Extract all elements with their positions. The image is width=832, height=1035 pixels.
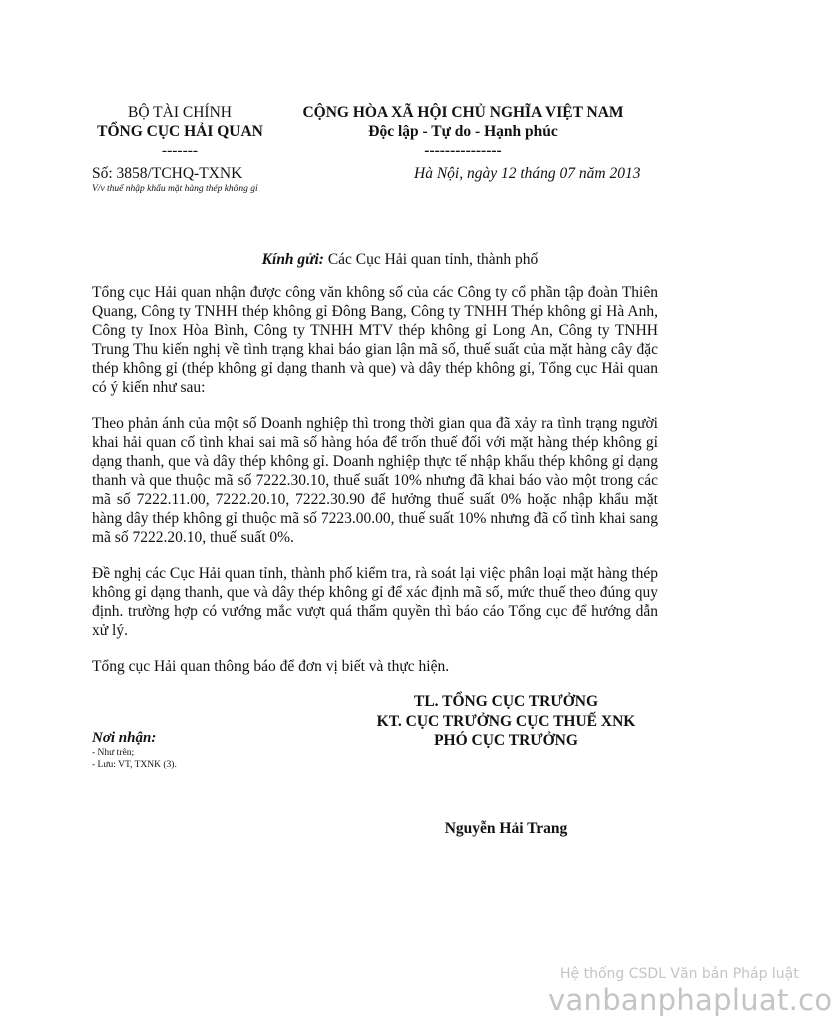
- recipient-text: Các Cục Hải quan tỉnh, thành phố: [323, 251, 539, 268]
- recipient-label: Kính gửi:: [261, 251, 324, 268]
- watermark-site: vanbanphapluat.co: [548, 983, 832, 1017]
- recipient-line: [0, 251, 800, 269]
- ministry-name: BỘ TÀI CHÍNH: [128, 104, 232, 121]
- national-title-block: [283, 103, 643, 160]
- signer-name: Nguyễn Hải Trang: [444, 820, 568, 837]
- document-number: Số: 3858/TCHQ-TXNK: [92, 165, 243, 182]
- body-paragraph: Đề nghị các Cục Hải quan tỉnh, thành phố kiểm tra, rà soát lại việc phân loại mặt hàng thép không gỉ dạng thanh, que và dây thép không gỉ để xác định mã số, mức thuế theo đúng quy định. trường hợp có vướng mắc vượt quá thẩm quyền thì báo cáo Tổng cục để hướng dẫn xử lý.: [92, 565, 659, 639]
- header-right-rule: ---------------: [424, 142, 502, 159]
- signature-title-3: PHÓ CỤC TRƯỞNG: [434, 732, 578, 749]
- signature-title-1: TL. TỔNG CỤC TRƯỞNG: [413, 693, 599, 710]
- document-subject: V/v thuế nhập khẩu mặt hàng thép không gỉ: [92, 184, 258, 194]
- header-left-rule: -------: [161, 142, 199, 159]
- national-motto: Độc lập - Tự do - Hạnh phúc: [368, 123, 558, 140]
- recipients-list: [92, 748, 177, 771]
- place-and-date: Hà Nội, ngày 12 tháng 07 năm 2013: [414, 165, 641, 182]
- watermark-subtitle: Hệ thống CSDL Văn bản Pháp luật: [560, 966, 799, 982]
- signature-block: [360, 692, 652, 751]
- issuing-agency-block: [80, 103, 280, 160]
- recipients-title: Nơi nhận:: [92, 730, 157, 746]
- nation-name: CỘNG HÒA XÃ HỘI CHỦ NGHĨA VIỆT NAM: [302, 104, 624, 121]
- recipients-item: - Lưu: VT, TXNK (3).: [92, 759, 177, 770]
- body-paragraph: Tổng cục Hải quan thông báo để đơn vị biết và thực hiện.: [92, 658, 450, 675]
- body-paragraph: Theo phản ánh của một số Doanh nghiệp thì trong thời gian qua đã xảy ra tình trạng người khai hải quan cố tình khai sai mã số hàng hóa để trốn thuế đối với mặt hàng thép không gỉ dạng thanh, que và dây thép không gỉ. Doanh nghiệp thực tế nhập khẩu thép không gỉ dạng thanh và que thuộc mã số 7222.30.10, thuế suất 10% nhưng đã khai báo vào một trong các mã số 7222.11.00, 7222.20.10, 7222.30.90 để hưởng thuế suất 0% hoặc nhập khẩu mặt hàng dây thép không gỉ thuộc mã số 7223.00.00, thuế suất 10% nhưng đã cố tình khai sang mã số 7222.20.10, thuế suất 0%.: [92, 415, 658, 546]
- recipients-item: - Như trên;: [92, 748, 135, 758]
- signature-title-2: KT. CỤC TRƯỞNG CỤC THUẾ XNK: [376, 712, 636, 730]
- document-body: [92, 283, 658, 693]
- body-paragraph: Tổng cục Hải quan nhận được công văn không số của các Công ty cổ phần tập đoàn Thiên Quang, Công ty TNHH thép không gỉ Đông Bang, Công ty TNHH Thép không gỉ Hà Anh, Công ty Inox Hòa Bình, Công ty TNHH MTV thép không gỉ Long An, Công ty TNHH Trung Thu kiến nghị về tình trạng khai báo gian lận mã số, thuế suất của mặt hàng cây đặc thép không gỉ (thép không gỉ dạng thanh và que) và dây thép không gỉ, Tổng cục Hải quan có ý kiến như sau:: [92, 284, 658, 396]
- department-name: TỔNG CỤC HẢI QUAN: [97, 123, 263, 140]
